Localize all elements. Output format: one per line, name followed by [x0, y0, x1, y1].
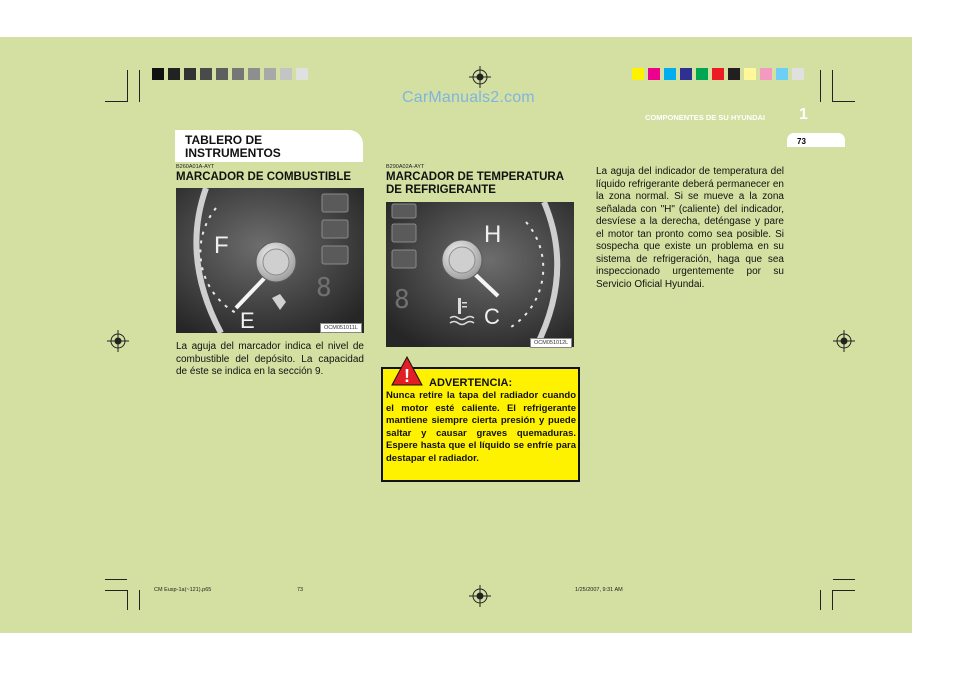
registration-mark-bottom — [469, 585, 491, 607]
grayscale-swatch — [216, 68, 228, 80]
fuel-gauge-illustration — [176, 188, 364, 333]
watermark-text: CarManuals2.com — [402, 89, 535, 106]
fuel-section-code: B260A01A-AYT — [176, 164, 215, 170]
color-swatch — [744, 68, 756, 80]
temp-digit-mark: 8 — [394, 285, 410, 315]
grayscale-swatch — [168, 68, 180, 80]
section-label-line1: TABLERO DE — [185, 133, 263, 147]
temp-gauge-photo — [386, 202, 574, 347]
temp-photo-label: OCM051012L — [530, 338, 572, 348]
color-swatch — [712, 68, 724, 80]
page-number-tab — [787, 133, 845, 147]
color-swatch — [760, 68, 772, 80]
color-swatch — [776, 68, 788, 80]
color-swatch — [680, 68, 692, 80]
fuel-gauge-description: La aguja del marcador indica el nivel de combustible del depósito. La capacidad de éste se indica en la sección 9. — [176, 341, 364, 377]
registration-mark-right — [833, 330, 855, 352]
warning-triangle-icon — [391, 356, 423, 386]
warning-text: Nunca retire la tapa del radiador cuando el motor esté caliente. El refrigerante mantiene siempre cierta presión y puede saltar y causar graves quemaduras. Espere hasta que el líquido se enfríe para destapar el radiador. — [386, 390, 576, 464]
footer-file: CM Eusp-1a(~121).p65 — [154, 587, 212, 593]
registration-mark-top — [469, 66, 491, 88]
footer-page: 73 — [297, 587, 304, 593]
color-swatch — [728, 68, 740, 80]
footer-timestamp: 1/25/2007, 9:31 AM — [575, 587, 623, 593]
temp-cold-mark: C — [484, 304, 500, 329]
temp-gauge-heading-line2: DE REFRIGERANTE — [386, 184, 496, 196]
warning-symbol: ! — [404, 366, 410, 386]
grayscale-swatch — [152, 68, 164, 80]
section-label — [185, 134, 281, 160]
temp-gauge-illustration — [386, 202, 574, 347]
fuel-gauge-photo — [176, 188, 364, 333]
color-swatch — [648, 68, 660, 80]
registration-mark-left — [107, 330, 129, 352]
temp-hot-mark: H — [484, 221, 502, 248]
temp-gauge-heading-line1: MARCADOR DE TEMPERATURA — [386, 171, 565, 183]
page-number: 73 — [797, 137, 806, 146]
grayscale-swatch — [184, 68, 196, 80]
fuel-photo-label: OCM051011L — [320, 323, 362, 333]
temp-section-code: B290A02A-AYT — [386, 164, 425, 170]
chapter-title: COMPONENTES DE SU HYUNDAI — [645, 113, 766, 122]
section-label-line2: INSTRUMENTOS — [185, 146, 281, 160]
fuel-empty-mark: E — [240, 308, 255, 333]
color-swatch — [664, 68, 676, 80]
grayscale-swatch — [280, 68, 292, 80]
warning-title: ADVERTENCIA: — [429, 377, 513, 389]
temp-gauge-heading — [386, 171, 564, 197]
fuel-full-mark: F — [214, 232, 229, 259]
color-swatch — [632, 68, 644, 80]
fuel-digit-mark: 8 — [316, 273, 332, 303]
grayscale-swatch — [264, 68, 276, 80]
color-swatch — [696, 68, 708, 80]
grayscale-swatch — [248, 68, 260, 80]
temp-gauge-description: La aguja del indicador de temperatura del líquido refrigerante deberá permanecer en la zona normal. Si se mueve a la zona señalada con "H" (caliente) del indicador, desvíese a la derecha, deténgase y pare el motor tan pronto como sea posible. Si sospecha que existe un problema en su sistema de refrigeración, haga que sea inspeccionado urgentemente por su Servicio Oficial Hyundai. — [596, 166, 784, 290]
color-swatch — [792, 68, 804, 80]
grayscale-swatch — [200, 68, 212, 80]
grayscale-swatch — [296, 68, 308, 80]
chapter-number: 1 — [799, 106, 808, 123]
grayscale-swatch — [232, 68, 244, 80]
fuel-gauge-heading: MARCADOR DE COMBUSTIBLE — [176, 171, 352, 183]
